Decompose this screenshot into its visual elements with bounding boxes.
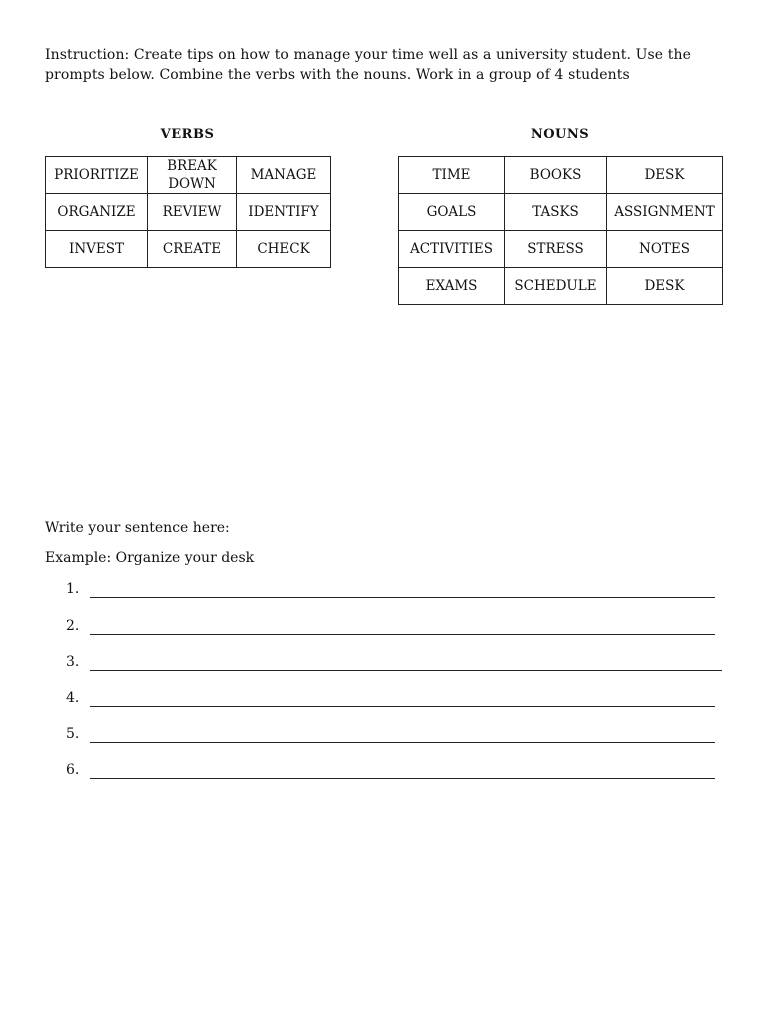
table-cell: NOTES (607, 231, 723, 268)
table-row (399, 231, 723, 268)
line-number: 5. (66, 726, 80, 742)
table-cell: DESK (607, 157, 723, 194)
table-cell: PRIORITIZE (46, 157, 148, 194)
answer-rule[interactable] (90, 597, 715, 598)
table-cell: BREAK DOWN (148, 157, 237, 194)
table-cell: BOOKS (505, 157, 607, 194)
answer-rule[interactable] (90, 778, 715, 779)
table-cell: INVEST (46, 231, 148, 268)
example-text: Example: Organize your desk (45, 550, 255, 566)
table-cell: EXAMS (399, 268, 505, 305)
table-cell: ASSIGNMENT (607, 194, 723, 231)
line-number: 4. (66, 690, 80, 706)
answer-rule[interactable] (90, 742, 715, 743)
table-cell: STRESS (505, 231, 607, 268)
line-number: 3. (66, 654, 80, 670)
write-label: Write your sentence here: (45, 520, 230, 536)
table-cell: CHECK (237, 231, 331, 268)
table-cell: TASKS (505, 194, 607, 231)
nouns-title: NOUNS (530, 127, 590, 142)
table-cell: CREATE (148, 231, 237, 268)
line-number: 2. (66, 618, 80, 634)
table-row (399, 157, 723, 194)
table-cell: DESK (607, 268, 723, 305)
table-cell: IDENTIFY (237, 194, 331, 231)
table-row (46, 194, 331, 231)
line-number: 1. (66, 581, 80, 597)
table-row (399, 268, 723, 305)
table-cell: SCHEDULE (505, 268, 607, 305)
table-cell: ORGANIZE (46, 194, 148, 231)
table-cell: GOALS (399, 194, 505, 231)
table-row (399, 194, 723, 231)
answer-rule[interactable] (90, 706, 715, 707)
verbs-table (45, 156, 331, 268)
table-cell: MANAGE (237, 157, 331, 194)
instruction-text: Instruction: Create tips on how to manage your time well as a university student. Use the prompts below. Combine the verbs with the nouns. Work in a group of 4 students (45, 47, 691, 83)
table-cell: TIME (399, 157, 505, 194)
answer-rule[interactable] (90, 670, 722, 671)
line-number: 6. (66, 762, 80, 778)
table-row (46, 231, 331, 268)
table-row (46, 157, 331, 194)
verbs-title: VERBS (160, 127, 215, 142)
nouns-table (398, 156, 723, 305)
table-cell: REVIEW (148, 194, 237, 231)
answer-rule[interactable] (90, 634, 715, 635)
table-cell: ACTIVITIES (399, 231, 505, 268)
